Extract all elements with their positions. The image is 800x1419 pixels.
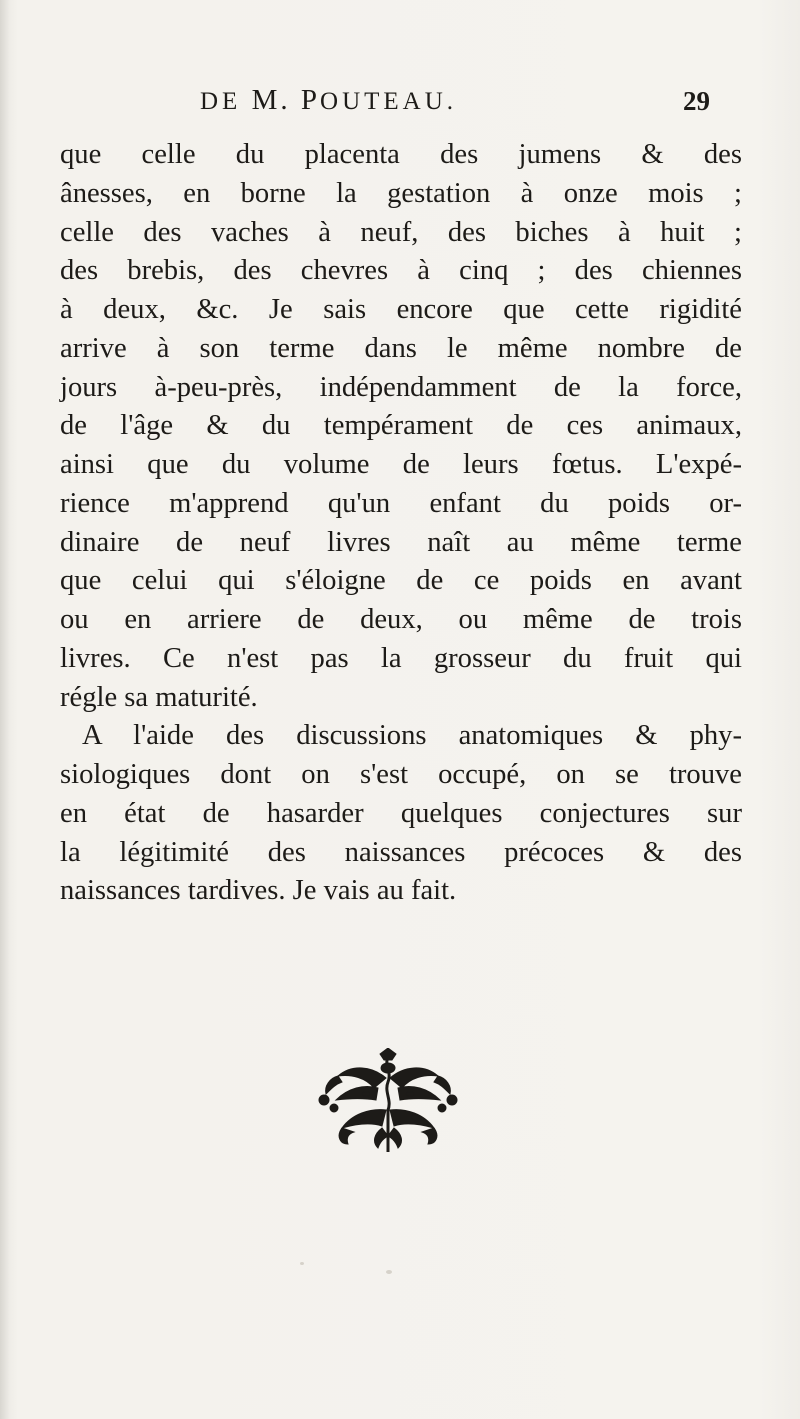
floral-tailpiece-icon <box>308 1048 468 1158</box>
running-head-author: M. <box>251 84 301 116</box>
text-line: la légitimité des naissances précoces & des <box>60 836 742 868</box>
text-line: siologiques dont on s'est occupé, on se trouve <box>60 759 742 790</box>
running-head <box>150 84 710 124</box>
text-line: à deux, &c. Je sais encore que cette rigidité <box>60 294 742 325</box>
text-line: A l'aide des discussions anatomiques & phy- <box>82 720 742 752</box>
text-line: régle sa maturité. <box>60 681 258 713</box>
text-line: ainsi que du volume de leurs fœtus. L'expé- <box>60 449 742 480</box>
body-text <box>60 136 742 911</box>
running-head-title <box>200 84 457 117</box>
paper-speck <box>300 1262 304 1265</box>
running-head-de: DE <box>200 88 242 115</box>
text-line: ânesses, en borne la gestation à onze mois ; <box>60 177 742 209</box>
text-line: que celui qui s'éloigne de ce poids en avant <box>60 565 742 597</box>
page-number: 29 <box>683 86 710 116</box>
text-line: de l'âge & du tempérament de ces animaux, <box>60 410 742 442</box>
text-line: en état de hasarder quelques conjectures sur <box>60 797 742 829</box>
text-line: livres. Ce n'est pas la grosseur du fruit qui <box>60 642 742 674</box>
text-line: celle des vaches à neuf, des biches à huit ; <box>60 216 742 248</box>
text-line: des brebis, des chevres à cinq ; des chiennes <box>60 255 742 287</box>
text-line: jours à-peu-près, indépendamment de la force, <box>60 371 742 403</box>
page-gutter-edge <box>0 0 10 1419</box>
text-line: arrive à son terme dans le même nombre de <box>60 332 742 364</box>
text-line: que celle du placenta des jumens & des <box>60 139 742 170</box>
text-line: naissances tardives. Je vais au fait. <box>60 875 457 907</box>
running-head-name-rest: OUTEAU. <box>320 88 458 115</box>
text-line: dinaire de neuf livres naît au même terme <box>60 526 742 558</box>
paper-speck <box>386 1270 392 1274</box>
running-head-name-cap: P <box>300 84 321 116</box>
text-line: rience m'apprend qu'un enfant du poids or- <box>60 487 742 519</box>
text-line: ou en arriere de deux, ou même de trois <box>60 604 742 635</box>
